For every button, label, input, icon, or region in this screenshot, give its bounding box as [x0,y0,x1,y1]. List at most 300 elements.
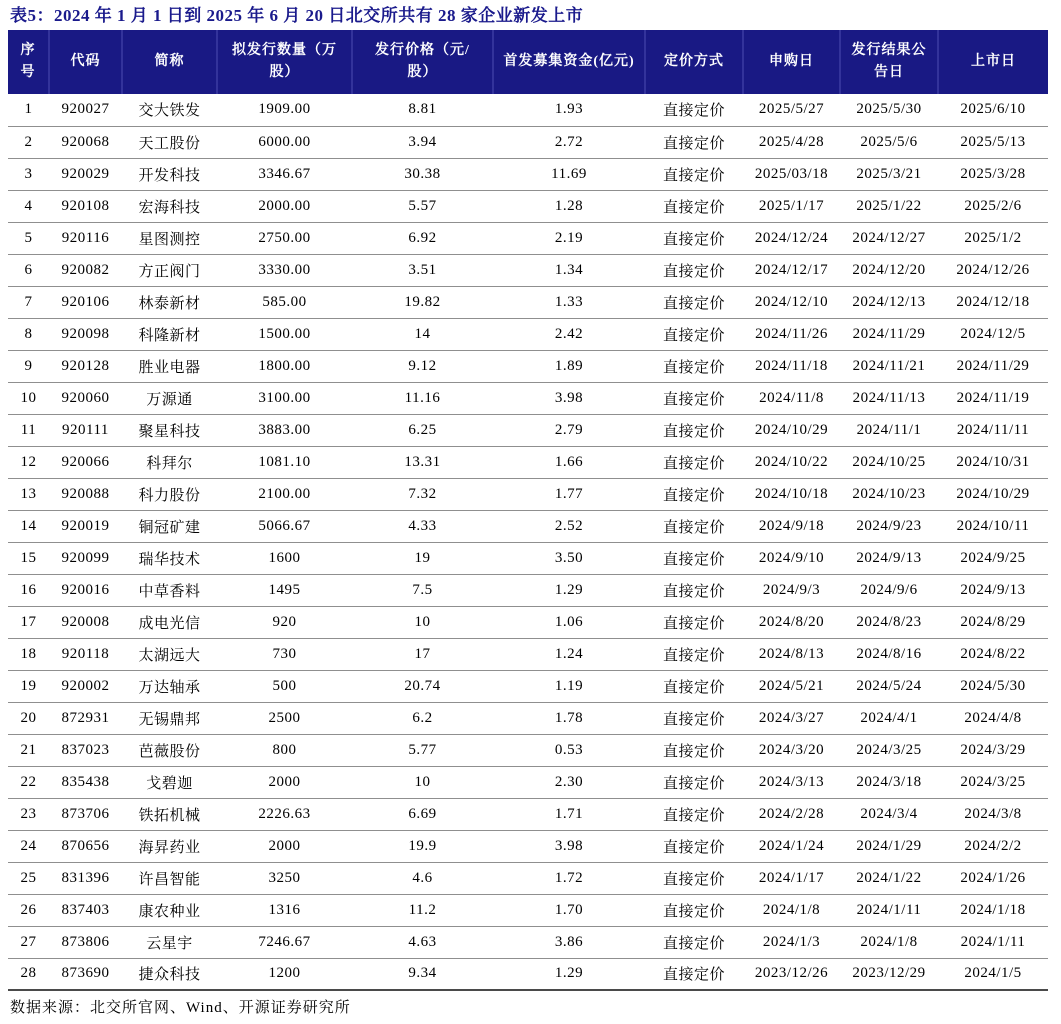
table-cell-issue-price: 11.16 [352,382,493,414]
table-cell-short-name: 捷众科技 [122,958,217,990]
table-row [8,350,1048,382]
table-cell-code: 872931 [49,702,122,734]
table-cell-seq: 11 [8,414,49,446]
table-cell-code: 920128 [49,350,122,382]
table-cell-listing-date: 2024/10/11 [938,510,1048,542]
table-cell-subscribe-date: 2024/9/18 [743,510,840,542]
table-cell-issue-price: 7.5 [352,574,493,606]
table-cell-listing-date: 2024/9/13 [938,574,1048,606]
table-cell-issue-quantity: 1081.10 [217,446,352,478]
table-cell-issue-price: 19 [352,542,493,574]
table-row [8,798,1048,830]
table-cell-pricing-method: 直接定价 [645,798,743,830]
table-cell-funds-raised: 2.30 [493,766,645,798]
table-cell-pricing-method: 直接定价 [645,158,743,190]
table-cell-issue-quantity: 3883.00 [217,414,352,446]
data-source-note: 数据来源：北交所官网、Wind、开源证券研究所 [10,1000,351,1016]
table-cell-result-date: 2025/5/6 [840,126,938,158]
table-cell-short-name: 开发科技 [122,158,217,190]
table-row [8,94,1048,126]
table-cell-funds-raised: 1.78 [493,702,645,734]
table-cell-seq: 12 [8,446,49,478]
table-cell-subscribe-date: 2024/9/10 [743,542,840,574]
table-row [8,190,1048,222]
table-cell-short-name: 太湖远大 [122,638,217,670]
table-cell-issue-price: 3.51 [352,254,493,286]
table-cell-issue-quantity: 2000 [217,830,352,862]
table-cell-listing-date: 2024/12/26 [938,254,1048,286]
table-cell-short-name: 聚星科技 [122,414,217,446]
table-cell-result-date: 2024/12/20 [840,254,938,286]
table-cell-code: 873706 [49,798,122,830]
table-cell-code: 920108 [49,190,122,222]
table-cell-subscribe-date: 2024/1/3 [743,926,840,958]
table-cell-subscribe-date: 2024/12/17 [743,254,840,286]
table-cell-issue-quantity: 2100.00 [217,478,352,510]
column-header-listing-date: 上市日 [938,30,1048,94]
table-cell-funds-raised: 1.72 [493,862,645,894]
table-cell-funds-raised: 1.19 [493,670,645,702]
table-cell-short-name: 无锡鼎邦 [122,702,217,734]
table-cell-short-name: 方正阀门 [122,254,217,286]
table-cell-subscribe-date: 2025/03/18 [743,158,840,190]
table-cell-code: 920099 [49,542,122,574]
table-cell-short-name: 科拜尔 [122,446,217,478]
table-cell-subscribe-date: 2024/10/29 [743,414,840,446]
table-cell-result-date: 2024/5/24 [840,670,938,702]
table-cell-code: 920016 [49,574,122,606]
table-cell-seq: 9 [8,350,49,382]
table-title: 表5：2024 年 1 月 1 日到 2025 年 6 月 20 日北交所共有 28 家企业新发上市 [10,6,584,25]
column-header-result-date: 发行结果公 告日 [840,30,938,94]
table-cell-funds-raised: 1.71 [493,798,645,830]
table-row [8,830,1048,862]
table-cell-issue-price: 5.77 [352,734,493,766]
table-cell-code: 920029 [49,158,122,190]
table-cell-issue-quantity: 920 [217,606,352,638]
table-cell-issue-quantity: 2000 [217,766,352,798]
table-cell-issue-quantity: 500 [217,670,352,702]
table-cell-listing-date: 2025/6/10 [938,94,1048,126]
table-cell-pricing-method: 直接定价 [645,926,743,958]
table-cell-issue-price: 20.74 [352,670,493,702]
table-row [8,254,1048,286]
table-cell-issue-price: 10 [352,766,493,798]
ipo-table [8,30,1048,991]
table-cell-seq: 6 [8,254,49,286]
table-row [8,286,1048,318]
table-cell-short-name: 康农种业 [122,894,217,926]
table-cell-subscribe-date: 2025/4/28 [743,126,840,158]
table-cell-pricing-method: 直接定价 [645,766,743,798]
table-cell-funds-raised: 1.28 [493,190,645,222]
table-cell-code: 837023 [49,734,122,766]
table-cell-code: 920098 [49,318,122,350]
table-cell-funds-raised: 1.29 [493,958,645,990]
table-cell-code: 920082 [49,254,122,286]
table-row [8,926,1048,958]
table-cell-funds-raised: 2.52 [493,510,645,542]
table-cell-seq: 20 [8,702,49,734]
table-cell-funds-raised: 1.66 [493,446,645,478]
table-cell-seq: 8 [8,318,49,350]
table-row [8,734,1048,766]
table-cell-pricing-method: 直接定价 [645,414,743,446]
table-cell-result-date: 2024/4/1 [840,702,938,734]
table-cell-issue-price: 8.81 [352,94,493,126]
table-cell-seq: 1 [8,94,49,126]
table-row [8,382,1048,414]
table-cell-result-date: 2024/9/6 [840,574,938,606]
table-cell-seq: 5 [8,222,49,254]
table-cell-pricing-method: 直接定价 [645,478,743,510]
table-cell-short-name: 铜冠矿建 [122,510,217,542]
table-cell-issue-quantity: 2226.63 [217,798,352,830]
table-row [8,638,1048,670]
table-cell-funds-raised: 3.98 [493,830,645,862]
table-cell-listing-date: 2025/2/6 [938,190,1048,222]
column-header-code: 代码 [49,30,122,94]
table-cell-funds-raised: 0.53 [493,734,645,766]
table-cell-pricing-method: 直接定价 [645,510,743,542]
table-cell-result-date: 2024/3/25 [840,734,938,766]
table-cell-subscribe-date: 2024/3/13 [743,766,840,798]
column-header-issue-quantity: 拟发行数量（万 股） [217,30,352,94]
table-cell-code: 873806 [49,926,122,958]
table-cell-short-name: 芭薇股份 [122,734,217,766]
table-cell-pricing-method: 直接定价 [645,670,743,702]
table-cell-issue-price: 3.94 [352,126,493,158]
table-cell-listing-date: 2024/12/5 [938,318,1048,350]
table-cell-short-name: 宏海科技 [122,190,217,222]
table-cell-subscribe-date: 2024/9/3 [743,574,840,606]
table-cell-funds-raised: 2.72 [493,126,645,158]
table-cell-short-name: 科隆新材 [122,318,217,350]
table-cell-result-date: 2024/8/16 [840,638,938,670]
table-cell-pricing-method: 直接定价 [645,542,743,574]
table-cell-code: 920008 [49,606,122,638]
table-cell-listing-date: 2024/10/29 [938,478,1048,510]
table-cell-seq: 22 [8,766,49,798]
table-row [8,574,1048,606]
table-body [8,94,1048,990]
table-row [8,766,1048,798]
column-header-pricing-method: 定价方式 [645,30,743,94]
table-cell-short-name: 成电光信 [122,606,217,638]
table-cell-subscribe-date: 2024/1/24 [743,830,840,862]
table-cell-pricing-method: 直接定价 [645,894,743,926]
table-cell-code: 920019 [49,510,122,542]
table-cell-seq: 21 [8,734,49,766]
table-cell-issue-price: 19.9 [352,830,493,862]
table-cell-issue-price: 6.25 [352,414,493,446]
table-cell-code: 920066 [49,446,122,478]
table-row [8,414,1048,446]
table-cell-result-date: 2024/10/23 [840,478,938,510]
table-cell-listing-date: 2024/3/29 [938,734,1048,766]
table-cell-short-name: 万达轴承 [122,670,217,702]
table-cell-result-date: 2024/11/21 [840,350,938,382]
table-cell-listing-date: 2024/11/29 [938,350,1048,382]
table-cell-seq: 28 [8,958,49,990]
table-cell-listing-date: 2024/8/29 [938,606,1048,638]
table-cell-funds-raised: 1.24 [493,638,645,670]
table-cell-issue-price: 4.63 [352,926,493,958]
table-cell-issue-quantity: 1200 [217,958,352,990]
table-cell-issue-quantity: 800 [217,734,352,766]
table-row [8,446,1048,478]
table-cell-issue-price: 6.69 [352,798,493,830]
table-row [8,318,1048,350]
table-row [8,158,1048,190]
table-cell-issue-price: 6.2 [352,702,493,734]
table-cell-code: 920116 [49,222,122,254]
table-cell-funds-raised: 3.86 [493,926,645,958]
table-cell-subscribe-date: 2024/12/10 [743,286,840,318]
table-cell-short-name: 铁拓机械 [122,798,217,830]
table-row [8,670,1048,702]
table-cell-pricing-method: 直接定价 [645,574,743,606]
table-cell-result-date: 2024/1/8 [840,926,938,958]
table-cell-result-date: 2024/12/27 [840,222,938,254]
table-cell-result-date: 2024/1/29 [840,830,938,862]
table-cell-short-name: 林泰新材 [122,286,217,318]
table-cell-funds-raised: 1.77 [493,478,645,510]
table-cell-funds-raised: 1.34 [493,254,645,286]
table-cell-short-name: 交大铁发 [122,94,217,126]
table-row [8,702,1048,734]
table-cell-subscribe-date: 2025/1/17 [743,190,840,222]
table-cell-result-date: 2024/3/18 [840,766,938,798]
column-header-seq: 序 号 [8,30,49,94]
table-cell-issue-quantity: 1495 [217,574,352,606]
table-cell-issue-quantity: 1316 [217,894,352,926]
table-cell-code: 920060 [49,382,122,414]
table-row [8,126,1048,158]
table-cell-listing-date: 2024/3/8 [938,798,1048,830]
table-cell-pricing-method: 直接定价 [645,606,743,638]
table-cell-listing-date: 2024/1/26 [938,862,1048,894]
table-cell-issue-quantity: 585.00 [217,286,352,318]
table-cell-pricing-method: 直接定价 [645,382,743,414]
table-cell-subscribe-date: 2024/8/20 [743,606,840,638]
table-cell-funds-raised: 2.42 [493,318,645,350]
table-cell-short-name: 胜业电器 [122,350,217,382]
table-cell-result-date: 2024/9/13 [840,542,938,574]
table-cell-issue-price: 7.32 [352,478,493,510]
table-cell-seq: 25 [8,862,49,894]
table-cell-code: 837403 [49,894,122,926]
table-cell-funds-raised: 1.89 [493,350,645,382]
table-cell-listing-date: 2025/3/28 [938,158,1048,190]
table-cell-short-name: 万源通 [122,382,217,414]
table-cell-subscribe-date: 2024/2/28 [743,798,840,830]
table-cell-subscribe-date: 2024/3/27 [743,702,840,734]
table-cell-code: 870656 [49,830,122,862]
table-cell-seq: 17 [8,606,49,638]
table-cell-issue-quantity: 1600 [217,542,352,574]
table-cell-result-date: 2024/10/25 [840,446,938,478]
table-cell-issue-quantity: 1909.00 [217,94,352,126]
table-cell-short-name: 星图测控 [122,222,217,254]
table-cell-result-date: 2024/9/23 [840,510,938,542]
column-header-issue-price: 发行价格（元/ 股） [352,30,493,94]
table-cell-issue-quantity: 730 [217,638,352,670]
header-row [8,30,1048,94]
table-cell-listing-date: 2025/5/13 [938,126,1048,158]
table-cell-seq: 27 [8,926,49,958]
table-cell-issue-price: 17 [352,638,493,670]
table-row [8,510,1048,542]
table-cell-code: 831396 [49,862,122,894]
table-cell-issue-quantity: 3330.00 [217,254,352,286]
table-cell-listing-date: 2024/8/22 [938,638,1048,670]
table-cell-result-date: 2024/11/29 [840,318,938,350]
table-row [8,478,1048,510]
table-cell-subscribe-date: 2024/1/8 [743,894,840,926]
table-cell-subscribe-date: 2024/10/22 [743,446,840,478]
table-cell-listing-date: 2024/1/5 [938,958,1048,990]
table-cell-listing-date: 2024/1/11 [938,926,1048,958]
table-cell-seq: 15 [8,542,49,574]
table-cell-issue-quantity: 1800.00 [217,350,352,382]
table-cell-subscribe-date: 2024/12/24 [743,222,840,254]
table-cell-issue-price: 4.33 [352,510,493,542]
table-cell-seq: 16 [8,574,49,606]
table-cell-issue-quantity: 2500 [217,702,352,734]
table-cell-short-name: 中草香料 [122,574,217,606]
table-cell-funds-raised: 3.50 [493,542,645,574]
table-cell-short-name: 许昌智能 [122,862,217,894]
table-cell-issue-price: 9.12 [352,350,493,382]
table-cell-listing-date: 2024/12/18 [938,286,1048,318]
table-cell-subscribe-date: 2024/5/21 [743,670,840,702]
table-cell-seq: 26 [8,894,49,926]
table-cell-listing-date: 2024/11/19 [938,382,1048,414]
table-cell-subscribe-date: 2025/5/27 [743,94,840,126]
table-cell-code: 920027 [49,94,122,126]
table-cell-issue-quantity: 5066.67 [217,510,352,542]
table-cell-result-date: 2024/11/1 [840,414,938,446]
table-cell-issue-quantity: 1500.00 [217,318,352,350]
table-row [8,606,1048,638]
table-cell-subscribe-date: 2024/11/18 [743,350,840,382]
column-header-funds-raised: 首发募集资金(亿元) [493,30,645,94]
table-cell-seq: 18 [8,638,49,670]
table-cell-result-date: 2023/12/29 [840,958,938,990]
table-cell-subscribe-date: 2024/11/8 [743,382,840,414]
table-cell-listing-date: 2024/11/11 [938,414,1048,446]
table-row [8,862,1048,894]
table-cell-issue-quantity: 6000.00 [217,126,352,158]
table-head [8,30,1048,94]
table-cell-funds-raised: 11.69 [493,158,645,190]
table-cell-pricing-method: 直接定价 [645,862,743,894]
table-cell-code: 835438 [49,766,122,798]
table-cell-listing-date: 2024/4/8 [938,702,1048,734]
table-cell-code: 920002 [49,670,122,702]
table-cell-funds-raised: 3.98 [493,382,645,414]
table-cell-issue-price: 4.6 [352,862,493,894]
table-cell-seq: 19 [8,670,49,702]
table-cell-seq: 7 [8,286,49,318]
table-cell-result-date: 2025/1/22 [840,190,938,222]
table-cell-short-name: 天工股份 [122,126,217,158]
table-cell-issue-price: 30.38 [352,158,493,190]
table-cell-listing-date: 2024/1/18 [938,894,1048,926]
table-cell-subscribe-date: 2024/3/20 [743,734,840,766]
table-cell-result-date: 2024/8/23 [840,606,938,638]
table-cell-issue-price: 13.31 [352,446,493,478]
table-cell-result-date: 2024/1/22 [840,862,938,894]
table-cell-code: 920111 [49,414,122,446]
table-cell-funds-raised: 1.06 [493,606,645,638]
table-cell-seq: 24 [8,830,49,862]
table-cell-pricing-method: 直接定价 [645,446,743,478]
table-cell-issue-quantity: 2000.00 [217,190,352,222]
table-cell-pricing-method: 直接定价 [645,254,743,286]
table-cell-listing-date: 2024/9/25 [938,542,1048,574]
table-cell-issue-price: 11.2 [352,894,493,926]
table-cell-funds-raised: 2.79 [493,414,645,446]
table-cell-pricing-method: 直接定价 [645,638,743,670]
table-cell-subscribe-date: 2023/12/26 [743,958,840,990]
table-cell-pricing-method: 直接定价 [645,126,743,158]
table-cell-seq: 2 [8,126,49,158]
table-cell-short-name: 戈碧迦 [122,766,217,798]
table-cell-seq: 4 [8,190,49,222]
table-cell-pricing-method: 直接定价 [645,94,743,126]
table-cell-listing-date: 2024/10/31 [938,446,1048,478]
table-cell-issue-quantity: 3250 [217,862,352,894]
table-cell-issue-quantity: 3100.00 [217,382,352,414]
table-cell-result-date: 2025/5/30 [840,94,938,126]
table-cell-result-date: 2024/3/4 [840,798,938,830]
table-cell-issue-price: 5.57 [352,190,493,222]
table-cell-pricing-method: 直接定价 [645,318,743,350]
table-cell-issue-quantity: 7246.67 [217,926,352,958]
table-cell-seq: 23 [8,798,49,830]
table-row [8,894,1048,926]
table-cell-issue-price: 10 [352,606,493,638]
table-cell-listing-date: 2024/2/2 [938,830,1048,862]
table-cell-seq: 3 [8,158,49,190]
table-cell-result-date: 2024/1/11 [840,894,938,926]
table-cell-code: 920068 [49,126,122,158]
table-cell-pricing-method: 直接定价 [645,222,743,254]
table-cell-funds-raised: 1.29 [493,574,645,606]
table-cell-short-name: 科力股份 [122,478,217,510]
table-cell-issue-price: 9.34 [352,958,493,990]
table-cell-pricing-method: 直接定价 [645,958,743,990]
table-cell-pricing-method: 直接定价 [645,702,743,734]
table-row [8,542,1048,574]
table-cell-subscribe-date: 2024/11/26 [743,318,840,350]
table-cell-issue-quantity: 3346.67 [217,158,352,190]
table-cell-funds-raised: 1.33 [493,286,645,318]
table-cell-issue-price: 6.92 [352,222,493,254]
table-cell-listing-date: 2024/5/30 [938,670,1048,702]
table-cell-pricing-method: 直接定价 [645,286,743,318]
table-cell-funds-raised: 1.93 [493,94,645,126]
table-cell-funds-raised: 1.70 [493,894,645,926]
table-cell-code: 920118 [49,638,122,670]
table-cell-listing-date: 2025/1/2 [938,222,1048,254]
table-cell-pricing-method: 直接定价 [645,830,743,862]
table-cell-short-name: 海昇药业 [122,830,217,862]
table-cell-listing-date: 2024/3/25 [938,766,1048,798]
table-cell-pricing-method: 直接定价 [645,190,743,222]
